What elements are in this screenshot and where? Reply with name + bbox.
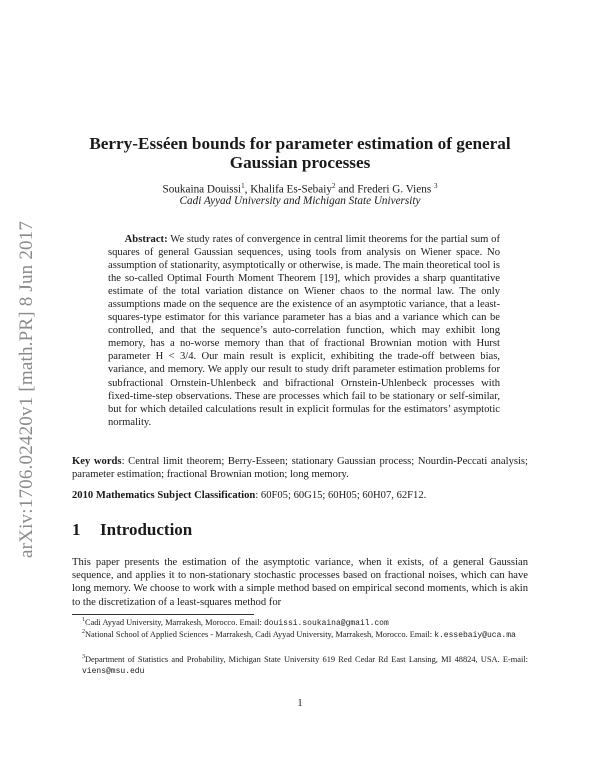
section-title: Introduction: [100, 520, 193, 539]
keywords-label: Key words: [72, 456, 122, 467]
author-name: Frederi G. Viens: [357, 183, 432, 196]
footnote-mark: 1: [82, 617, 85, 623]
footnote-mark: 3: [82, 654, 85, 660]
footnote-email: k.essebaiy@uca.ma: [434, 630, 516, 640]
author-name: Khalifa Es-Sebaiy: [250, 183, 332, 196]
section-heading: [72, 520, 192, 540]
section-number: 1: [72, 520, 81, 539]
abstract-label: Abstract:: [124, 234, 168, 245]
page-number: 1: [297, 698, 303, 709]
author-mark: 1: [241, 182, 245, 190]
footnote-text: National School of Applied Sciences - Marrakesh, Cadi Ayyad University, Marrakesh, Morocco. Email:: [85, 629, 435, 639]
arxiv-stamp-text: arXiv:1706.02420v1 [math.PR] 8 Jun 2017: [16, 220, 37, 558]
footnote-email: viens@msu.edu: [82, 666, 145, 676]
author-separator: and: [335, 183, 358, 196]
footnote-mark: 2: [82, 629, 85, 635]
author-name: Soukaina Douissi: [162, 183, 242, 196]
author-mark: 3: [434, 182, 438, 190]
author-line: [60, 182, 540, 196]
footnote: [72, 652, 528, 677]
abstract-text: We study rates of convergence in central limit theorems for the partial sum of squares of general Gaussian sequences, using tools from analysis on Wiener space. No assumption of stationarity, asymptotically or otherwise, is made. The main theoretical tool is the so-called Optimal Fourth Moment Theorem [19], which provides a sharp quantitative estimate of the total variation distance on Wiener chaos to the normal law. The only assumptions made on the sequence are the existence of an asymptotic variance, that a least-squares-type estimator for this variance parameter has a bias and a variance which can be controlled, and that the sequence’s auto-correlation function, which may exhibit long memory, has a no-worse memory than that of fractional Brownian motion with Hurst parameter H < 3/4. Our main result is explicit, exhibiting the trade-off between bias, variance, and memory. We apply our result to study drift parameter estimation problems for subfractional Ornstein-Uhlenbeck and bifractional Ornstein-Uhlenbeck processes with fixed-time-step observations. These are processes which fail to be stationary or self-similar, but for which detailed calculations result in explicit formulas for the estimators’ asymptotic normality.: [108, 234, 500, 428]
author-mark: 2: [331, 182, 336, 190]
keywords: [72, 455, 528, 481]
paper-title: Berry-Esséen bounds for parameter estimation of general Gaussian processes: [89, 134, 511, 172]
footnote-email: douissi.soukaina@gmail.com: [263, 618, 389, 628]
footnote: [72, 627, 528, 641]
footnote-text: Cadi Ayyad University, Marrakesh, Morocco. Email:: [85, 617, 264, 627]
author-separator: ,: [244, 183, 251, 196]
arxiv-stamp: [14, 180, 36, 560]
keywords-text: : Central limit theorem; Berry-Esseen; stationary Gaussian process; Nourdin-Peccati analysis; parameter estimation; fractional Brownian motion; long memory.: [72, 456, 528, 481]
affiliation: Cadi Ayyad University and Michigan State University: [179, 195, 421, 207]
intro-paragraph: This paper presents the estimation of the asymptotic variance, when it exists, of a general Gaussian sequence, and applies it to non-stationary stochastic processes based on fractional noises, which can have long memory. We choose to work with a simple method based on empirical second moments, which is akin to the discretization of a least-squares method for: [72, 557, 528, 608]
msc-text: : 60F05; 60G15; 60H05; 60H07, 62F12.: [255, 490, 427, 501]
msc-classification: [72, 490, 528, 501]
msc-label: 2010 Mathematics Subject Classification: [72, 490, 256, 501]
abstract: [108, 233, 500, 429]
footnote-text: Department of Statistics and Probability, Michigan State University 619 Red Cedar Rd East Lansing, MI 48824, USA. E-mail:: [85, 654, 528, 664]
